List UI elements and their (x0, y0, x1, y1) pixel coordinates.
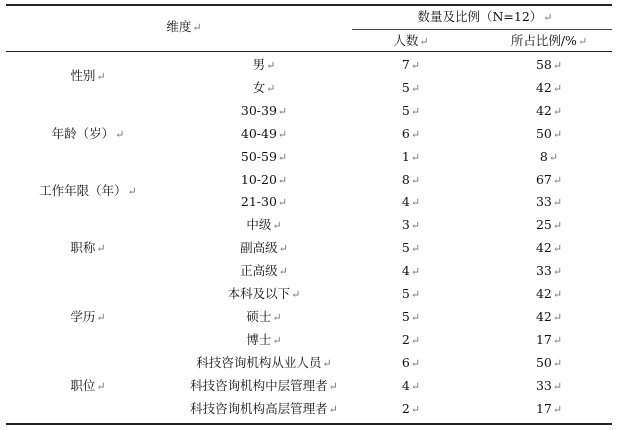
row-percent: 50↵ (535, 354, 563, 370)
percent-header: 所占比例/%↵ (510, 33, 588, 48)
row-percent: 50↵ (535, 125, 563, 141)
row-count: 4↵ (401, 263, 421, 279)
row-count: 2↵ (401, 331, 421, 347)
row-percent: 17↵ (535, 331, 563, 347)
row-percent: 42↵ (535, 102, 563, 118)
row-count: 7↵ (401, 57, 421, 72)
group-label: 工作年限（年）↵ (39, 183, 137, 198)
row-percent: 33↵ (535, 194, 563, 210)
row-percent: 25↵ (535, 217, 563, 233)
group-label: 职称↵ (70, 240, 106, 255)
row-percent: 58↵ (535, 57, 563, 72)
row-count: 6↵ (401, 354, 421, 370)
row-item: 副高级↵ (240, 240, 288, 256)
quantity-group-header: 数量及比例（N=12）↵ (417, 9, 553, 24)
row-count: 8↵ (401, 171, 421, 187)
row-item: 50-59↵ (240, 148, 288, 164)
row-count: 5↵ (401, 286, 421, 301)
dimension-header: 维度↵ (166, 19, 202, 34)
row-count: 6↵ (401, 125, 421, 141)
row-item: 女↵ (252, 79, 276, 95)
row-count: 1↵ (401, 148, 421, 164)
row-percent: 42↵ (535, 240, 563, 256)
row-item: 中级↵ (246, 217, 282, 233)
row-percent: 33↵ (535, 263, 563, 279)
bottom-rule (6, 423, 612, 425)
row-percent: 67↵ (535, 171, 563, 187)
row-item: 10-20↵ (240, 171, 288, 187)
row-count: 5↵ (401, 308, 421, 324)
group-label: 年龄（岁）↵ (51, 126, 125, 141)
row-item: 男↵ (252, 57, 276, 72)
group-label: 学历↵ (70, 309, 106, 324)
row-percent: 42↵ (535, 308, 563, 324)
row-count: 5↵ (401, 102, 421, 118)
row-percent: 8↵ (539, 148, 559, 164)
row-item: 科技咨询机构高层管理者↵ (190, 400, 338, 416)
group-label: 性别↵ (70, 68, 106, 83)
row-item: 21-30↵ (240, 194, 288, 210)
row-percent: 42↵ (535, 286, 563, 301)
row-count: 5↵ (401, 79, 421, 95)
row-percent: 17↵ (535, 400, 563, 416)
header-bottom-rule (6, 51, 612, 52)
row-count: 3↵ (401, 217, 421, 233)
row-percent: 42↵ (535, 79, 563, 95)
row-percent: 33↵ (535, 377, 563, 393)
row-item: 正高级↵ (240, 263, 288, 279)
group-label: 职位↵ (70, 378, 106, 393)
top-rule (6, 4, 612, 6)
row-item: 科技咨询机构中层管理者↵ (190, 377, 338, 393)
row-count: 2↵ (401, 400, 421, 416)
row-item: 科技咨询机构从业人员↵ (196, 354, 332, 370)
demographics-table (6, 0, 612, 430)
row-item: 30-39↵ (240, 102, 288, 118)
row-item: 博士↵ (246, 331, 282, 347)
count-header: 人数↵ (393, 33, 429, 48)
header-sub-rule (352, 29, 612, 30)
row-item: 硕士↵ (246, 308, 282, 324)
row-item: 40-49↵ (240, 125, 288, 141)
row-count: 4↵ (401, 377, 421, 393)
row-count: 5↵ (401, 240, 421, 256)
row-item: 本科及以下↵ (227, 286, 301, 301)
row-count: 4↵ (401, 194, 421, 210)
